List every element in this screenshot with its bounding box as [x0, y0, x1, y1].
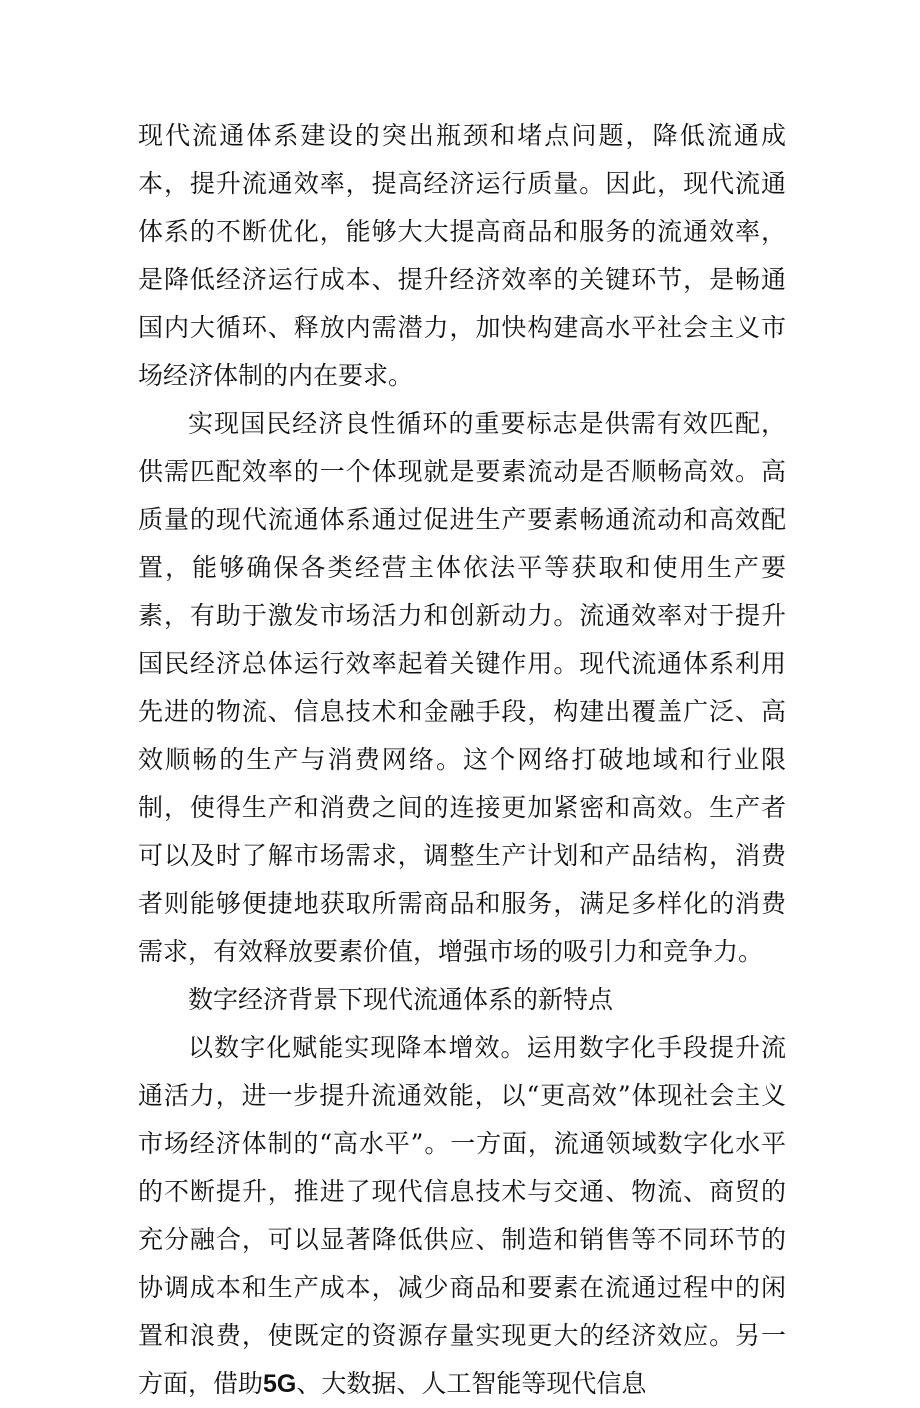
paragraph-3	[138, 1024, 786, 1408]
paragraph-3-bold-5g: 5G	[263, 1370, 297, 1398]
section-heading: 数字经济背景下现代流通体系的新特点	[188, 985, 614, 1014]
paragraph-1: 现代流通体系建设的突出瓶颈和堵点问题，降低流通成本，提升流通效率，提高经济运行质量。因此，现代流通体系的不断优化，能够大大提高商品和服务的流通效率，是降低经济运行成本、提升经济效率的关键环节，是畅通国内大循环、释放内需潜力，加快构建高水平社会主义市场经济体制的内在要求。	[138, 121, 786, 390]
paragraph-2: 实现国民经济良性循环的重要标志是供需有效匹配，供需匹配效率的一个体现就是要素流动是否顺畅高效。高质量的现代流通体系通过促进生产要素畅通流动和高效配置，能够确保各类经营主体依法平等获取和使用生产要素，有助于激发市场活力和创新动力。流通效率对于提升国民经济总体运行效率起着关键作用。现代流通体系利用先进的物流、信息技术和金融手段，构建出覆盖广泛、高效顺畅的生产与消费网络。这个网络打破地域和行业限制，使得生产和消费之间的连接更加紧密和高效。生产者可以及时了解市场需求，调整生产计划和产品结构，消费者则能够便捷地获取所需商品和服务，满足多样化的消费需求，有效释放要素价值，增强市场的吸引力和竞争力。	[138, 409, 786, 966]
document-body	[138, 112, 786, 1408]
paragraph-3-text: 以数字化赋能实现降本增效。运用数字化手段提升流通活力，进一步提升流通效能，以“更高效”体现社会主义市场经济体制的“高水平”。一方面，流通领域数字化水平的不断提升，推进了现代信息技术与交通、物流、商贸的充分融合，可以显著降低供应、制造和销售等不同环节的协调成本和生产成本，减少商品和要素在流通过程中的闲置和浪费，使既定的资源存量实现更大的经济效应。另一方面，借助	[138, 1033, 786, 1398]
paragraph-3-tail: 、大数据、人工智能等现代信息	[296, 1369, 647, 1398]
